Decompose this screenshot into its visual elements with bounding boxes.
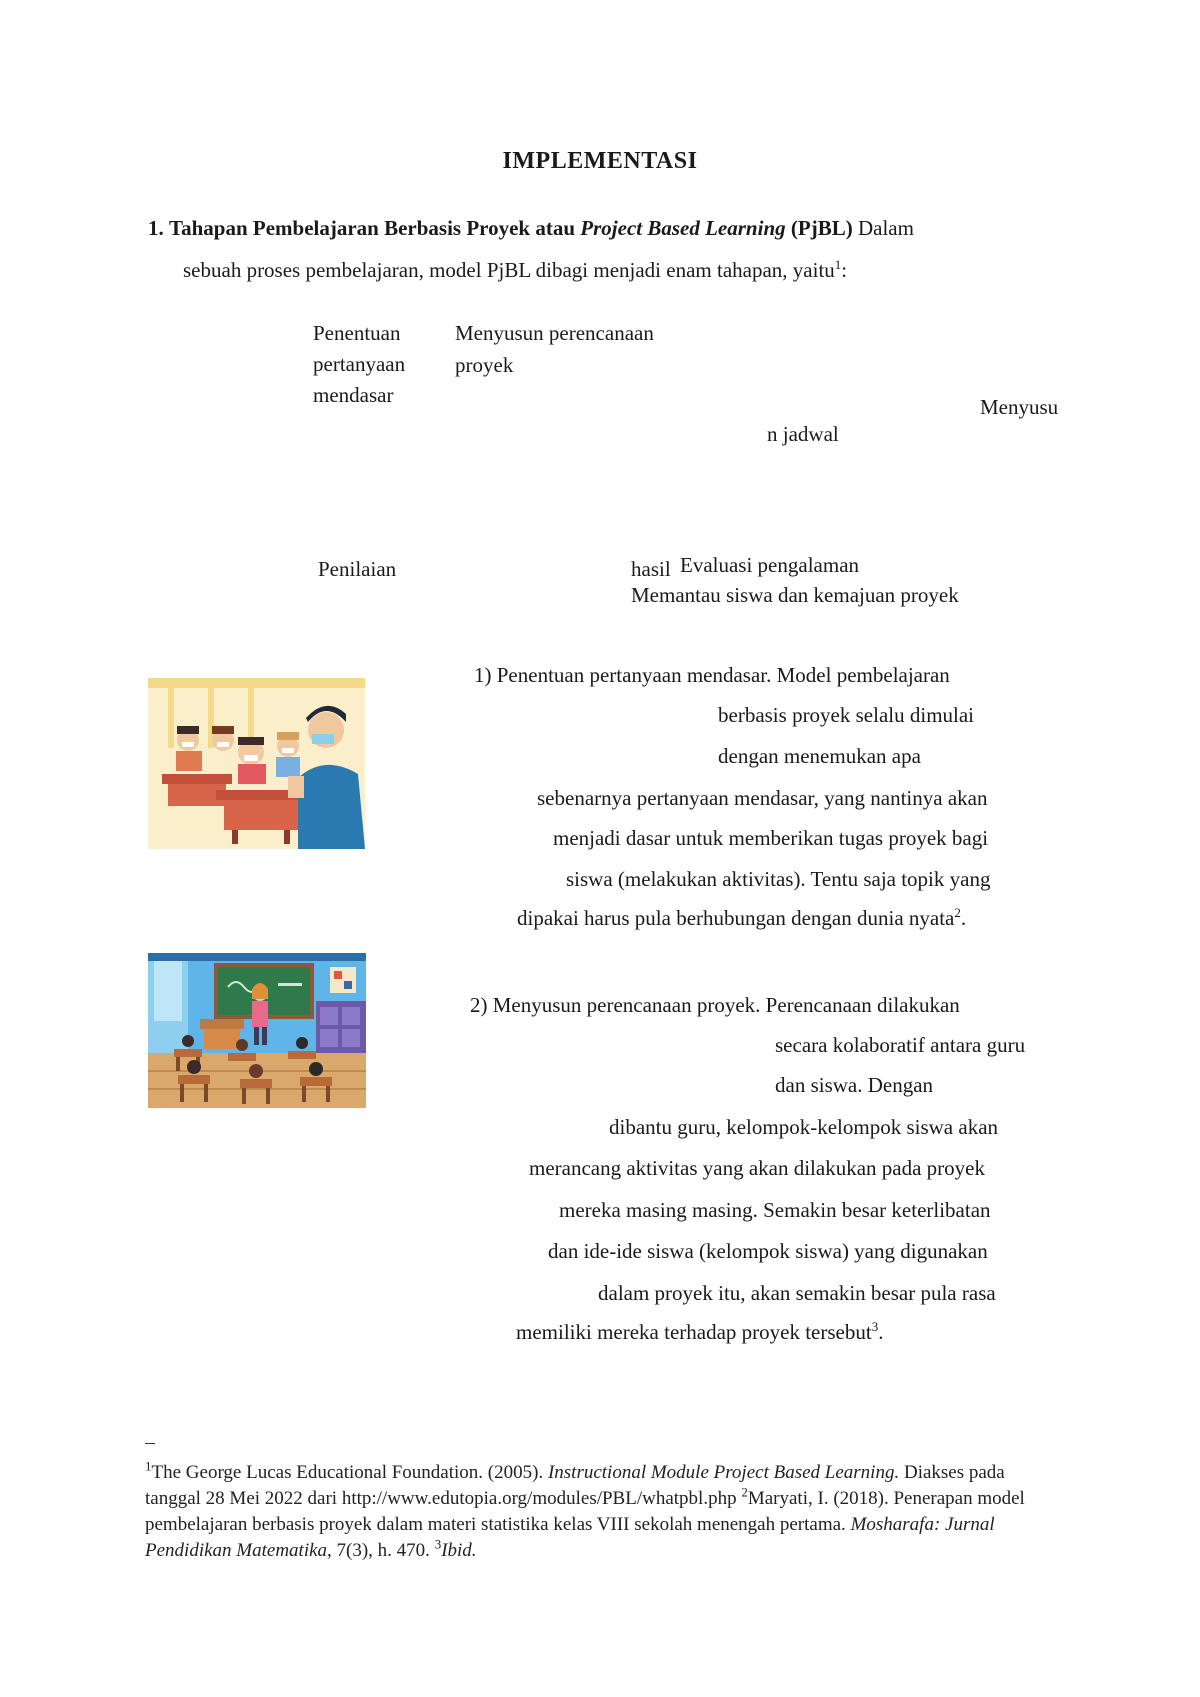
footnote-ref-2: 2 — [954, 905, 961, 920]
section2-line-5: merancang aktivitas yang akan dilakukan pada proyek — [529, 1156, 985, 1180]
section2-line-9 — [516, 1320, 883, 1345]
heading-italic-text: Project Based Learning — [580, 216, 786, 240]
section1-line-5: menjadi dasar untuk memberikan tugas proyek bagi — [553, 826, 989, 850]
page-title: IMPLEMENTASI — [502, 148, 698, 174]
section-heading — [148, 216, 914, 241]
diagram-step-2-line1: Menyusun perencanaan — [455, 321, 654, 345]
section2-line-9-text: memiliki mereka terhadap proyek tersebut — [516, 1320, 872, 1344]
footnote-separator — [145, 1443, 155, 1444]
section1-line-2: berbasis proyek selalu dimulai — [718, 703, 975, 727]
section2-tail: . — [878, 1320, 884, 1344]
footnote-1-rest: Diakses pada tanggal 28 Mei 2022 dari http://www.edutopia.org/modules/PBL/whatpbl.php — [145, 1462, 1005, 1509]
section1-line-1: 1) Penentuan pertanyaan mendasar. Model pembelajaran — [474, 663, 950, 687]
section2-line-8: dalam proyek itu, akan semakin besar pula rasa — [598, 1281, 996, 1305]
diagram-step-5-part-a: hasil — [631, 557, 671, 581]
section2-line-1: 2) Menyusun perencanaan proyek. Perencanaan dilakukan — [470, 993, 960, 1017]
heading-abbr: (PjBL) — [790, 216, 853, 240]
heading-trailing: Dalam — [857, 216, 914, 240]
section2-line-6: mereka masing masing. Semakin besar keterlibatan — [559, 1198, 991, 1222]
section2-line-3: dan siswa. Dengan — [775, 1073, 934, 1097]
footnote-ref-1: 1 — [834, 257, 842, 272]
diagram-step-2-line2: proyek — [455, 353, 514, 377]
section1-line-7 — [517, 906, 966, 931]
intro-text — [183, 258, 847, 283]
section1-line-4: sebenarnya pertanyaan mendasar, yang nantinya akan — [537, 786, 988, 810]
classroom-masked-students-icon — [148, 678, 365, 849]
section2-line-2: secara kolaboratif antara guru — [775, 1033, 1026, 1057]
footnote-3-mark: 3 — [434, 1536, 442, 1552]
diagram-step-6: Penilaian — [318, 557, 397, 581]
intro-sentence: sebuah proses pembelajaran, model PjBL dibagi menjadi enam tahapan, yaitu — [183, 258, 835, 282]
footnote-2-journal: Mosharafa: Jurnal Pendidikan Matematika — [145, 1514, 995, 1561]
footnote-2-rest: , 7(3), h. 470. — [327, 1540, 435, 1561]
heading-bold-text: Tahapan Pembelajaran Berbasis Proyek atau — [169, 216, 576, 240]
footnote-2-text: Maryati, I. (2018). Penerapan model pembelajaran berbasis proyek dalam materi statistika kelas VIII sekolah menengah pertama. — [145, 1488, 1025, 1535]
intro-tail: : — [841, 258, 848, 282]
diagram-step-3-part-a: Menyusu — [980, 395, 1059, 419]
footnote-2-mark: 2 — [741, 1484, 748, 1500]
footnote-1-title: Instructional Module Project Based Learning. — [547, 1462, 900, 1483]
footnote-3-text: Ibid. — [441, 1540, 477, 1561]
section1-line-7-text: dipakai harus pula berhubungan dengan dunia nyata — [517, 906, 955, 930]
diagram-step-5-part-b: Evaluasi pengalaman — [680, 553, 860, 577]
footnote-1-text: The George Lucas Educational Foundation. (2005). — [151, 1462, 548, 1483]
section1-tail: . — [960, 906, 967, 930]
classroom-blackboard-icon — [148, 953, 366, 1108]
footnote-ref-3: 3 — [871, 1319, 879, 1334]
section1-line-6: siswa (melakukan aktivitas). Tentu saja topik yang — [566, 867, 991, 891]
diagram-step-3-part-b: n jadwal — [767, 422, 839, 446]
heading-number: 1. — [148, 216, 164, 240]
section2-line-4: dibantu guru, kelompok-kelompok siswa akan — [609, 1115, 999, 1139]
diagram-step-4: Memantau siswa dan kemajuan proyek — [631, 583, 959, 607]
footnotes — [145, 1460, 1060, 1564]
footnote-1-mark: 1 — [145, 1458, 152, 1474]
section1-line-3: dengan menemukan apa — [718, 744, 921, 768]
section2-line-7: dan ide-ide siswa (kelompok siswa) yang digunakan — [548, 1239, 988, 1263]
diagram-step-1: Penentuan pertanyaan mendasar — [313, 321, 406, 407]
